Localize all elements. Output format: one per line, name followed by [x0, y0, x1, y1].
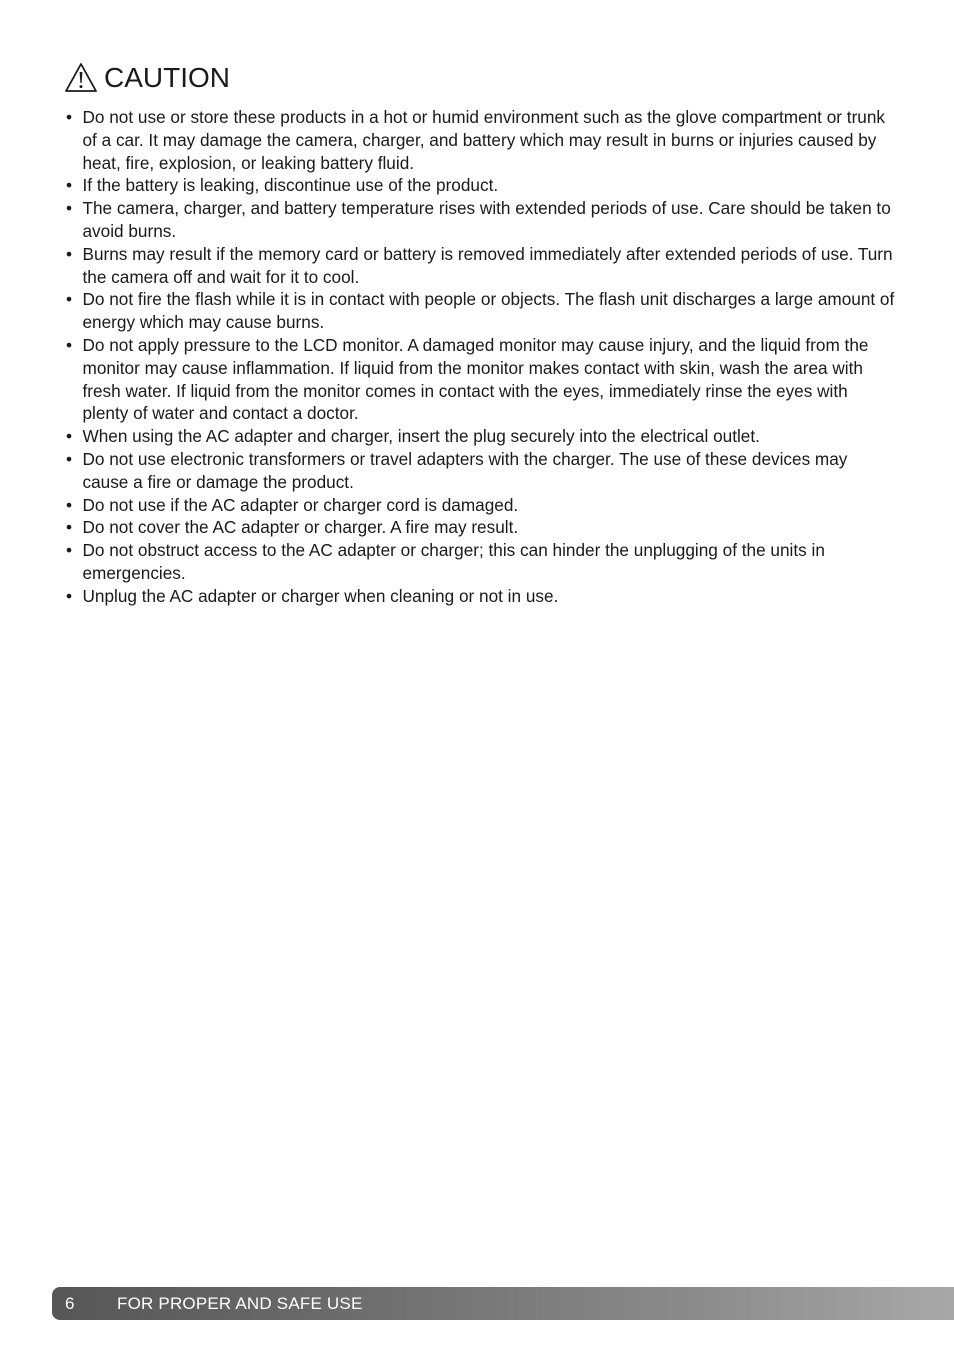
list-item: • Do not fire the flash while it is in contact with people or objects. The flash unit discharges a large amount of energy which may cause burns.: [66, 288, 896, 334]
list-item: • Do not cover the AC adapter or charger. A fire may result.: [66, 516, 896, 539]
list-item: • The camera, charger, and battery temperature rises with extended periods of use. Care should be taken to avoid burns.: [66, 197, 896, 243]
list-item: • If the battery is leaking, discontinue use of the product.: [66, 174, 896, 197]
section-title: FOR PROPER AND SAFE USE: [117, 1293, 363, 1313]
list-item: • Do not obstruct access to the AC adapter or charger; this can hinder the unplugging of the units in emergencies.: [66, 539, 896, 585]
list-item: • Unplug the AC adapter or charger when cleaning or not in use.: [66, 585, 896, 608]
list-item: • Do not use or store these products in a hot or humid environment such as the glove compartment or trunk of a car. It may damage the camera, charger, and battery which may result in burns or injuries caused by heat, fire, explosion, or leaking battery fluid.: [66, 106, 896, 174]
list-item: • Do not apply pressure to the LCD monitor. A damaged monitor may cause injury, and the liquid from the monitor may cause inflammation. If liquid from the monitor makes contact with skin, wash the area with fresh water. If liquid from the monitor comes in contact with the eyes, immediately rinse the eyes with plenty of water and contact a doctor.: [66, 334, 896, 425]
warning-triangle-icon: [64, 62, 98, 94]
list-item: • Burns may result if the memory card or battery is removed immediately after extended periods of use. Turn the camera off and wait for it to cool.: [66, 243, 896, 289]
list-item: • Do not use electronic transformers or travel adapters with the charger. The use of these devices may cause a fire or damage the product.: [66, 448, 896, 494]
page-heading: [64, 62, 230, 94]
caution-list: [66, 106, 896, 608]
footer-bar: [52, 1287, 954, 1320]
page-number: 6: [65, 1293, 75, 1313]
page-title: CAUTION: [104, 62, 230, 93]
list-item: • Do not use if the AC adapter or charger cord is damaged.: [66, 494, 896, 517]
list-item: • When using the AC adapter and charger, insert the plug securely into the electrical outlet.: [66, 425, 896, 448]
